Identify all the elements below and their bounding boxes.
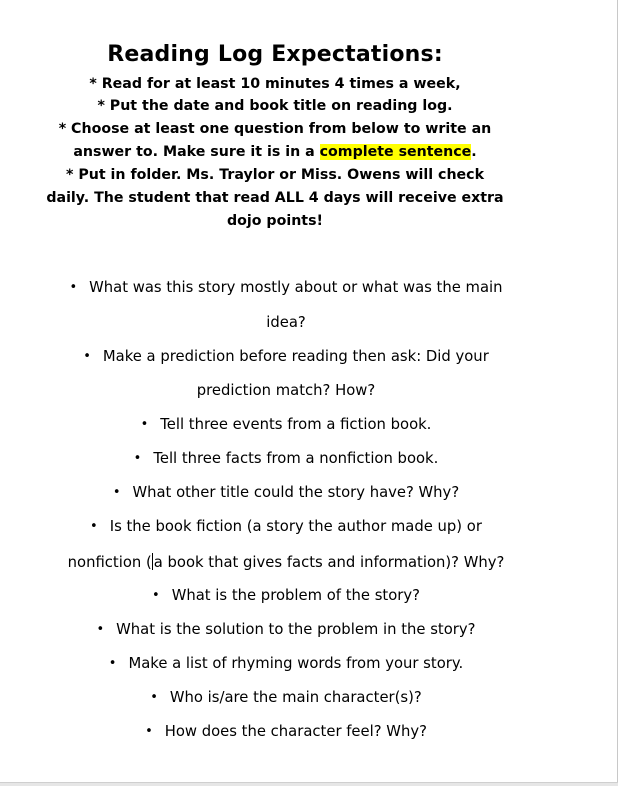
bullet-icon: • [90, 519, 98, 534]
bullet-icon: • [108, 656, 117, 671]
bullet-icon: • [69, 280, 78, 295]
highlighted-phrase: complete sentence [319, 144, 472, 160]
expectation-line-1: * Read for at least 10 minutes 4 times a week, [89, 76, 461, 92]
expectation-line-7: dojo points! [226, 213, 323, 229]
question-continuation [0, 553, 572, 571]
question-item [0, 723, 572, 740]
question-continuation: idea? [266, 314, 306, 331]
question-text: What is the problem of the story? [171, 587, 420, 604]
question-item [0, 689, 572, 706]
question-text: What other title could the story have? Why? [132, 484, 460, 501]
bullet-icon: • [140, 417, 149, 432]
question-item [0, 416, 572, 433]
expectation-line-5: * Put in folder. Ms. Traylor or Miss. Owens will check [65, 167, 485, 183]
question-text: nonfiction ( [67, 554, 152, 571]
question-text: Tell three events from a fiction book. [160, 416, 432, 433]
question-item [0, 621, 572, 638]
question-item [0, 279, 572, 296]
text-cursor [152, 553, 153, 570]
question-text: Who is/are the main character(s)? [169, 689, 422, 706]
question-item [0, 518, 572, 535]
question-text: How does the character feel? Why? [164, 723, 427, 740]
expectation-line-4-text: answer to. Make sure it is in a [73, 144, 320, 160]
bullet-icon: • [150, 690, 158, 705]
page-title: Reading Log Expectations: [107, 42, 443, 67]
bullet-icon: • [96, 622, 105, 637]
bullet-icon: • [112, 485, 121, 500]
question-item [0, 348, 572, 365]
question-continuation: prediction match? How? [196, 382, 376, 399]
question-text: What is the solution to the problem in the story? [116, 621, 476, 638]
question-text: a book that gives facts and information)? Why? [153, 554, 505, 571]
question-text: Make a list of rhyming words from your story. [128, 655, 464, 672]
expectation-line-2: * Put the date and book title on reading log. [97, 98, 453, 114]
bullet-icon: • [152, 588, 160, 603]
question-text: Make a prediction before reading then ask: Did your [102, 348, 489, 365]
question-text: Tell three facts from a nonfiction book. [153, 450, 439, 467]
question-text: Is the book fiction (a story the author made up) or [109, 518, 482, 535]
bullet-icon: • [83, 349, 91, 364]
expectation-line-3: * Choose at least one question from below to write an [58, 121, 492, 137]
bullet-icon: • [145, 724, 153, 739]
expectation-line-6: daily. The student that read ALL 4 days will receive extra [46, 190, 504, 206]
expectation-line-4 [0, 144, 550, 160]
question-item [0, 655, 572, 672]
question-item [0, 484, 572, 501]
question-item [0, 587, 572, 604]
page-border [0, 782, 618, 786]
bullet-icon: • [133, 451, 142, 466]
expectation-line-4-end: . [471, 144, 477, 160]
question-item [0, 450, 572, 467]
question-text: What was this story mostly about or what was the main [89, 279, 503, 296]
